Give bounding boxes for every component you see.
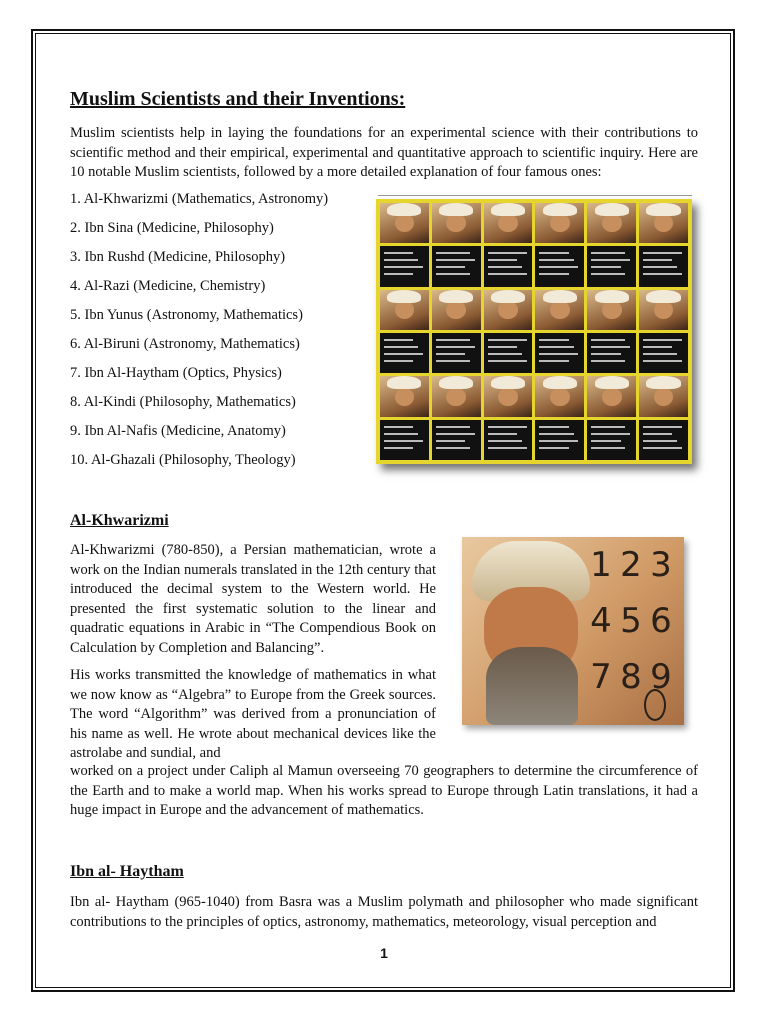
portrait-cell xyxy=(587,290,636,330)
scientist-list xyxy=(70,190,370,480)
caption-cell xyxy=(639,333,688,373)
caption-cell xyxy=(432,333,481,373)
intro-block xyxy=(70,86,698,183)
portrait-cell xyxy=(380,290,429,330)
portrait-cell xyxy=(484,290,533,330)
list-item: 3. Ibn Rushd (Medicine, Philosophy) xyxy=(70,249,286,265)
page-title: Muslim Scientists and their Inventions: xyxy=(70,88,406,110)
caption-cell xyxy=(484,420,533,460)
portrait-cell xyxy=(535,203,584,243)
portrait-cell xyxy=(639,290,688,330)
caption-cell xyxy=(484,246,533,286)
caption-cell xyxy=(535,246,584,286)
numerals-grid xyxy=(586,537,676,705)
numeral-digit: 2 xyxy=(620,545,642,585)
scientists-portrait-grid-image xyxy=(376,199,692,464)
portrait-cell xyxy=(587,203,636,243)
portrait-cell xyxy=(432,203,481,243)
caption-cell xyxy=(587,333,636,373)
caption-cell xyxy=(639,246,688,286)
portrait-cell xyxy=(432,376,481,416)
list-item: 9. Ibn Al-Nafis (Medicine, Anatomy) xyxy=(70,423,286,439)
al-khwarizmi-numerals-image xyxy=(462,537,684,725)
numeral-digit: 3 xyxy=(650,545,672,585)
ibn-al-haytham-paragraph-1: Ibn al- Haytham (965-1040) from Basra was a Muslim polymath and philosopher who made significant contributions to the principles of optics, astronomy, mathematics, meteorology, visual perception and xyxy=(70,894,698,930)
al-khwarizmi-text-continued xyxy=(70,762,698,821)
portrait-cell xyxy=(484,203,533,243)
list-item: 6. Al-Biruni (Astronomy, Mathematics) xyxy=(70,336,300,352)
list-item: 2. Ibn Sina (Medicine, Philosophy) xyxy=(70,220,274,236)
portrait-cell xyxy=(380,203,429,243)
caption-cell xyxy=(432,420,481,460)
numeral-digit: 5 xyxy=(620,601,642,641)
section-heading-ibn-al-haytham: Ibn al- Haytham xyxy=(70,863,184,880)
al-khwarizmi-paragraph-2: His works transmitted the knowledge of mathematics in what we now know as “Algebra” to Europe from the Greek sources. The word “Algorithm” was derived from a pronunciation of his name as well. He wrote about mechanical devices like the astrolabe and sundial, and xyxy=(70,667,436,761)
image-top-rule xyxy=(378,195,692,196)
caption-cell xyxy=(380,420,429,460)
numeral-digit: 6 xyxy=(650,601,672,641)
numeral-digit: 4 xyxy=(590,601,612,641)
caption-cell xyxy=(432,246,481,286)
portrait-cell xyxy=(535,376,584,416)
numeral-digit: 8 xyxy=(620,657,642,697)
ibn-al-haytham-text xyxy=(70,893,698,932)
portrait-cell xyxy=(639,203,688,243)
portrait-cell xyxy=(535,290,584,330)
list-item: 1. Al-Khwarizmi (Mathematics, Astronomy) xyxy=(70,191,329,207)
caption-cell xyxy=(380,333,429,373)
portrait-illustration xyxy=(462,537,602,725)
section-heading-al-khwarizmi: Al-Khwarizmi xyxy=(70,512,169,529)
numeral-digit: 1 xyxy=(590,545,612,585)
portrait-cell xyxy=(484,376,533,416)
portrait-cell xyxy=(380,376,429,416)
list-item: 7. Ibn Al-Haytham (Optics, Physics) xyxy=(70,365,282,381)
caption-cell xyxy=(639,420,688,460)
caption-cell xyxy=(535,420,584,460)
list-item: 4. Al-Razi (Medicine, Chemistry) xyxy=(70,278,266,294)
list-item: 5. Ibn Yunus (Astronomy, Mathematics) xyxy=(70,307,303,323)
intro-paragraph: Muslim scientists help in laying the foundations for an experimental science with their contributions to scientific method and their empirical, experimental and quantitative approach to scientific inquiry. Here are 10 notable Muslim scientists, followed by a more detailed explanation of four famous ones: xyxy=(70,125,698,180)
caption-cell xyxy=(587,420,636,460)
portrait-cell xyxy=(587,376,636,416)
caption-cell xyxy=(380,246,429,286)
al-khwarizmi-text xyxy=(70,541,436,764)
list-item: 8. Al-Kindi (Philosophy, Mathematics) xyxy=(70,394,296,410)
caption-cell xyxy=(535,333,584,373)
numeral-digit: 7 xyxy=(590,657,612,697)
al-khwarizmi-paragraph-1: Al-Khwarizmi (780-850), a Persian mathematician, wrote a work on the Indian numerals translated in the 12th century that introduced the decimal system to the Western world. He presented the first systematic solution to the linear and quadratic equations in Arabic in “The Compendious Book on Calculation by Completion and Balancing”. xyxy=(70,542,436,656)
numeral-digit: 9 xyxy=(650,657,672,697)
al-khwarizmi-paragraph-2-cont: worked on a project under Caliph al Mamun overseeing 70 geographers to determine the circumference of the Earth and to make a world map. When his works spread to Europe through Latin translations, it had a huge impact in Europe and the advancement of mathematics. xyxy=(70,763,698,818)
page-number: 1 xyxy=(380,945,388,961)
zero-numeral xyxy=(644,689,666,721)
caption-cell xyxy=(484,333,533,373)
caption-cell xyxy=(587,246,636,286)
portrait-cell xyxy=(639,376,688,416)
list-item: 10. Al-Ghazali (Philosophy, Theology) xyxy=(70,452,296,468)
portrait-cell xyxy=(432,290,481,330)
